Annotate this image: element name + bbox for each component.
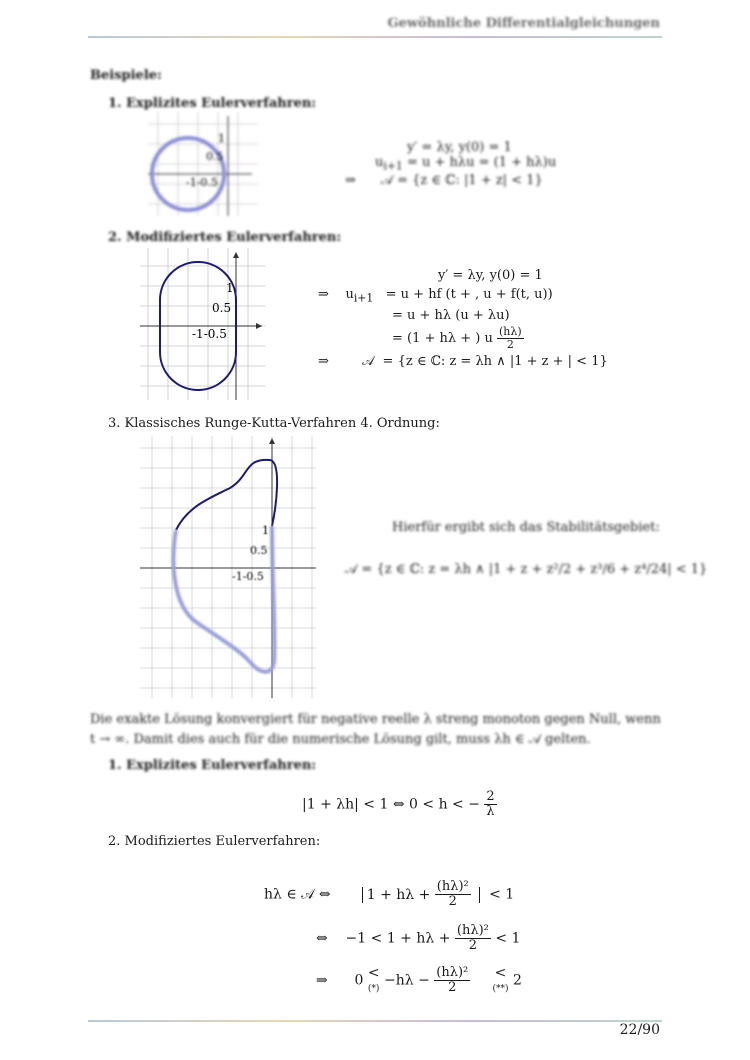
example2-title: Modifiziertes Eulerverfahren: — [126, 230, 342, 245]
eq2-line3: = u + hλ (u + λu) — [392, 307, 510, 323]
plot-explicit-euler — [148, 112, 258, 216]
header-rule — [88, 36, 662, 38]
example3-title: Klassisches Runge-Kutta-Verfahren 4. Ordnung: — [124, 416, 440, 431]
example1-heading — [108, 96, 316, 111]
sub2-heading — [108, 834, 320, 849]
plot2-label-half: 0.5 — [212, 301, 232, 315]
page-number: 22/90 — [619, 1022, 660, 1038]
footer-rule — [88, 1020, 662, 1022]
sub1-heading — [108, 758, 316, 773]
equation-block-2 — [318, 268, 678, 369]
eq2-line4: = (1 + hλ + ) u $\frac{(h\lambda)}{2}$ — [392, 324, 522, 351]
sub2-abs: 1 + hλ + $\frac{\text{(hλ)²}}{2}$ — [362, 887, 480, 903]
sub2-row2: ⇔ −1 < 1 + hλ + $\frac{\text{(hλ)²}}{2}$ < 1 — [316, 923, 521, 953]
rk-region-text: Hierfür ergibt sich das Stabilitätsgebiet: — [392, 520, 660, 535]
example3-number: 3. — [108, 416, 121, 431]
rk-region-formula: 𝒜 = {z ∈ ℂ: z = λh ∧ |1 + z + z²/2 + z³/6 + z⁴/24| < 1} — [345, 562, 708, 577]
stability-region-upper — [176, 460, 277, 530]
sub1-fraction: $\frac{2}{\lambda}$ — [486, 789, 495, 819]
sub2-title: Modifiziertes Eulerverfahren: — [124, 834, 321, 849]
header-title: Gewöhnliche Differentialgleichungen — [387, 16, 660, 31]
plot2-label-one: 1 — [226, 281, 234, 295]
plot3-label-one: 1 — [262, 524, 269, 537]
sub1-title: Explizites Eulerverfahren: — [126, 758, 317, 773]
plot3-label-half: 0.5 — [250, 544, 268, 557]
sub1-equation: |1 + λh| < 1 ⇔ 0 < h < − $\frac{2}{\lambda}$ — [302, 789, 495, 819]
plot2-label-neg: -1-0.5 — [192, 327, 227, 341]
plot-modified-euler — [140, 248, 266, 400]
eq2-line2: ⇒ $u_{i+1}$ = u + hf (t + , u + f(t, u)) — [318, 287, 553, 305]
equation-block-1 — [345, 140, 625, 188]
section-label: Beispiele: — [90, 68, 162, 83]
example1-title: Explizites Eulerverfahren: — [126, 96, 317, 111]
stability-paragraph: Die exakte Lösung konvergiert für negative reelle λ streng monoton gegen Null, wenn t → ∞. Damit dies auch für die numerische Lösung gilt, muss λh ∈ 𝒜 gelten. — [90, 712, 661, 747]
plot1-label-one: 1 — [218, 132, 225, 145]
eq2-fraction: $\frac{(h\lambda)}{2}$ — [499, 324, 522, 351]
plot1-label-half: 0.5 — [206, 150, 224, 163]
example3-heading — [108, 416, 440, 431]
sub2-row1: hλ ∈ 𝒜 ⇔ 1 + hλ + $\frac{\text{(hλ)²}}{2}$ < 1 — [264, 879, 515, 909]
sub2-row3: ⇒ 0 < (*) −hλ − $\frac{\text{(hλ)²}}{2}$ < (**) 2 — [316, 965, 522, 995]
sub2-number: 2. — [108, 834, 121, 849]
eq1-line1: y′ = λy, y(0) = 1 — [407, 140, 512, 155]
eq1-line2: $u_{i+1} = u + h\lambda u = (1 + h\lambda)u$ — [375, 155, 557, 173]
eq2-line5: ⇒ 𝒜 = {z ∈ ℂ: z = λh ∧ |1 + z + | < 1} — [318, 353, 608, 369]
plot-runge-kutta — [140, 436, 316, 698]
example1-number: 1. — [108, 96, 122, 111]
example2-heading — [108, 230, 341, 245]
plot1-label-neg: -1-0.5 — [186, 176, 218, 189]
sub1-number: 1. — [108, 758, 122, 773]
eq2-line1: y′ = λy, y(0) = 1 — [438, 268, 543, 283]
example2-number: 2. — [108, 230, 122, 245]
eq1-line3: ⇒ 𝒜 = {z ∈ ℂ: |1 + z| < 1} — [345, 172, 543, 188]
plot3-label-neg: -1-0.5 — [232, 570, 264, 583]
